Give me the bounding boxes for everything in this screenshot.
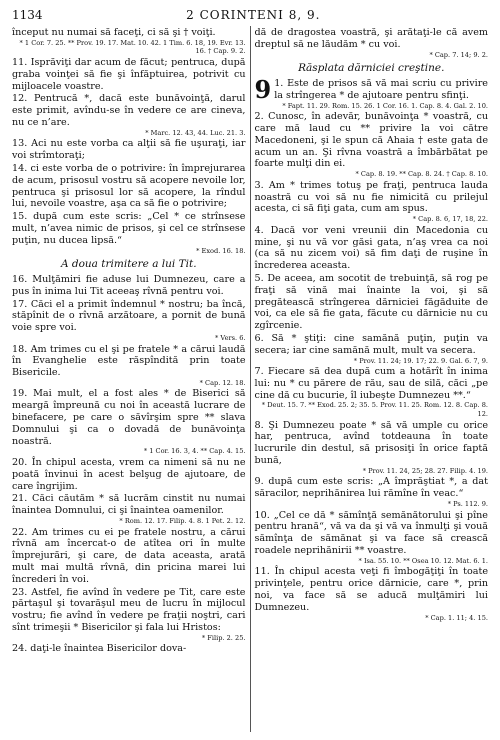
verse: 3. Am * trimes totuş pe fraţi, pentruca lauda noastră cu voi să nu fie nimicită cu prilejul acesta, ci să fiţi gata, cum am spus. xyxy=(254,179,488,215)
cross-reference: * Filip. 2. 25. xyxy=(201,633,246,642)
verse: 17. Căci el a primit îndemnul * nostru; ba încă, stăpînit de o rîvnă arzătoare, a pornit de bună voie spre voi. xyxy=(12,298,246,334)
verse: 10. „Cel ce dă * sămînţă semănătorului şi pîne pentru hrană“, vă va da şi vă va înmulţi şi vouă sămînţa de sămănat şi va face să crească roadele neprihănirii ** voastre. xyxy=(254,509,488,557)
section-heading: A doua trimitere a lui Tit. xyxy=(60,258,197,271)
cross-reference: * 1 Cor. 16. 3, 4. ** Cap. 4. 15. xyxy=(143,447,246,456)
verse: 19. Mai mult, el a fost ales * de Biserici să meargă împreună cu noi în această lucrare de binefacere, pe care o săvîrşim spre ** slava Domnului şi ca o dovadă de bunăvoinţa noastră. xyxy=(12,388,246,447)
verse: 21. Căci căutăm * să lucrăm cinstit nu numai înaintea Domnului, ci şi înaintea oamenilor. xyxy=(12,493,246,517)
running-title: 2 CORINTENI 8, 9. xyxy=(186,8,321,22)
verse: 15. după cum este scris: „Cel * ce strînsese mult, n’avea nimic de prisos, şi cel ce strînsese puţin, nu ducea lipsă.“ xyxy=(12,211,246,246)
verse: 2. Cunosc, în adevăr, bunăvoinţa * voastră, cu care mă laud cu ** privire la voi către Macedoneni, şi le spun că Ahaia † este gata de acum un an. Şi rîvna voastră a îmbărbătat pe foarte mulţi din ei. xyxy=(254,111,488,170)
verse: 5. De aceea, am socotit de trebuinţă, să rog pe fraţi să vină mai înainte la voi, şi să pregătească strîngerea dărniciei făgăduite de voi, ca ele să fie gata, făcute cu dărnicie nu cu zgîrcenie. xyxy=(254,272,488,332)
verse: 18. Am trimes cu el şi pe fratele * a cărui laudă în Evanghelie este răspîndită prin toate Bisericile. xyxy=(12,343,246,379)
cross-reference: * Rom. 12. 17. Filip. 4. 8. 1 Pet. 2. 12. xyxy=(119,517,246,526)
verse: 14. ci este vorba de o potrivire: în împrejurarea de acum, prisosul vostru să acopere nevoile lor, pentruca şi prisosul lor să acopere, la rîndul lui, nevoile voastre, aşa ca să fie o potrivire; xyxy=(12,162,246,210)
page-header xyxy=(8,8,492,24)
verse: 11. Isprăviţi dar acum de făcut; pentruca, după graba voinţei să fie şi înfăptuirea, potrivit cu mijloacele voastre. xyxy=(12,56,246,92)
verse: 6. Să * ştiţi: cine samănă puţin, puţin va secera; iar cine samănă mult, mult va secera. xyxy=(254,332,488,356)
cross-reference: * Ps. 112. 9. xyxy=(447,500,488,509)
cross-reference: * Fapt. 11. 29. Rom. 15. 26. 1 Cor. 16. 1. Cap. 8. 4. Gal. 2. 10. xyxy=(282,101,488,110)
verse: 9. după cum este scris: „A împrăştiat *, a dat săracilor, neprihănirea lui rămîne în veac.“ xyxy=(254,476,488,500)
right-column xyxy=(251,26,493,732)
cross-reference: * Isa. 55. 10. ** Osea 10. 12. Mat. 6. 1. xyxy=(358,556,488,565)
verse: 13. Aci nu este vorba ca alţii să fie uşuraţi, iar voi strîmtoraţi; xyxy=(12,138,246,162)
verse: 22. Am trimes cu ei pe fratele nostru, a cărui rîvnă am încercat-o de atîtea ori în multe împrejurări, şi care, de data aceasta, arată mult mai multă rîvnă, din pricina marei lui încrederi în voi. xyxy=(12,526,246,585)
verse: 7. Fiecare să dea după cum a hotărît în inima lui: nu * cu părere de rău, sau de silă, căci „pe cine dă cu bucurie, îl iubeşte Dumnezeu **.“ xyxy=(254,366,488,401)
verse: 16. Mulţămiri fie aduse lui Dumnezeu, care a pus în inima lui Tit aceeaş rîvnă pentru voi. xyxy=(12,273,246,297)
cross-reference: * Cap. 8. 6, 17, 18, 22. xyxy=(412,215,488,224)
cross-reference: * Vers. 6. xyxy=(215,333,246,342)
cross-reference: * Cap. 1. 11; 4. 15. xyxy=(425,613,488,622)
cross-reference: * Prov. 11. 24, 25; 28. 27. Filip. 4. 19. xyxy=(362,466,488,475)
cross-reference: * Cap. 12. 18. xyxy=(199,378,246,387)
cross-reference: * Exod. 16. 18. xyxy=(196,246,246,255)
text-columns xyxy=(8,26,492,732)
cross-reference: * Deut. 15. 7. ** Exod. 25. 2; 35. 5. Prov. 11. 25. Rom. 12. 8. Cap. 8. 12. xyxy=(261,401,488,419)
cross-reference: * Prov. 11. 24; 19. 17; 22. 9. Gal. 6. 7, 9. xyxy=(353,356,488,365)
section-heading: Răsplata dărniciei creştine. xyxy=(298,62,445,75)
verse: 12. Pentrucă *, dacă este bunăvoinţă, darul este primit, avîndu-se în vedere ce are cineva, nu ce n’are. xyxy=(12,93,246,128)
left-column xyxy=(8,26,251,732)
verse: început nu numai să faceţi, ci să şi † voiţi. xyxy=(12,27,216,38)
cross-reference: * Cap. 7. 14; 9. 2. xyxy=(429,50,488,59)
chapter-number: 9 xyxy=(254,74,272,104)
verse: dă de dragostea voastră, şi arătaţi-le că avem dreptul să ne lăudăm * cu voi. xyxy=(254,27,488,50)
cross-reference: * Marc. 12. 43, 44. Luc. 21. 3. xyxy=(145,128,246,137)
cross-reference: * 1 Cor. 7. 25. ** Prov. 19. 17. Mat. 10. 42. 1 Tim. 6. 18, 19. Evr. 13. 16. † Cap. 9. 2. xyxy=(19,38,246,56)
chapter-start-verse xyxy=(254,74,489,104)
verse: 24. daţi-le înaintea Bisericilor dova- xyxy=(12,643,187,655)
verse: 8. Şi Dumnezeu poate * să vă umple cu orice har, pentruca, avînd totdeauna în toate lucrurile din destul, să prisosiţi în orice faptă bună, xyxy=(254,419,488,467)
verse: 20. În chipul acesta, vrem ca nimeni să nu ne poată învinui în acest belşug de ajutoare, de care îngrijim. xyxy=(12,457,246,492)
verse: 4. Dacă vor veni vreunii din Macedonia cu mine, şi nu vă vor găsi gata, n’aş vrea ca noi (ca să nu zicem voi) să fim daţi de ruşine în încrederea aceasta. xyxy=(254,224,488,272)
verse: 23. Astfel, fie avînd în vedere pe Tit, care este părtaşul şi tovarăşul meu de lucru în mijlocul vostru; fie avînd în vedere pe fraţii noştri, cari sînt trimeşii * Bisericilor şi fala lui Hristos: xyxy=(12,586,246,634)
cross-reference: * Cap. 8. 19. ** Cap. 8. 24. † Cap. 8. 10. xyxy=(355,170,488,179)
verse-text: 1. Este de prisos să vă mai scriu cu privire la strîngerea * de ajutoare pentru sfinţi. xyxy=(274,77,488,101)
verse: 11. În chipul acesta veţi fi îmbogăţiţi în toate privinţele, pentru orice dărnicie, care *, prin noi, va face să se aducă mulţămiri lui Dumnezeu. xyxy=(254,566,488,613)
page-number: 1134 xyxy=(12,8,43,22)
